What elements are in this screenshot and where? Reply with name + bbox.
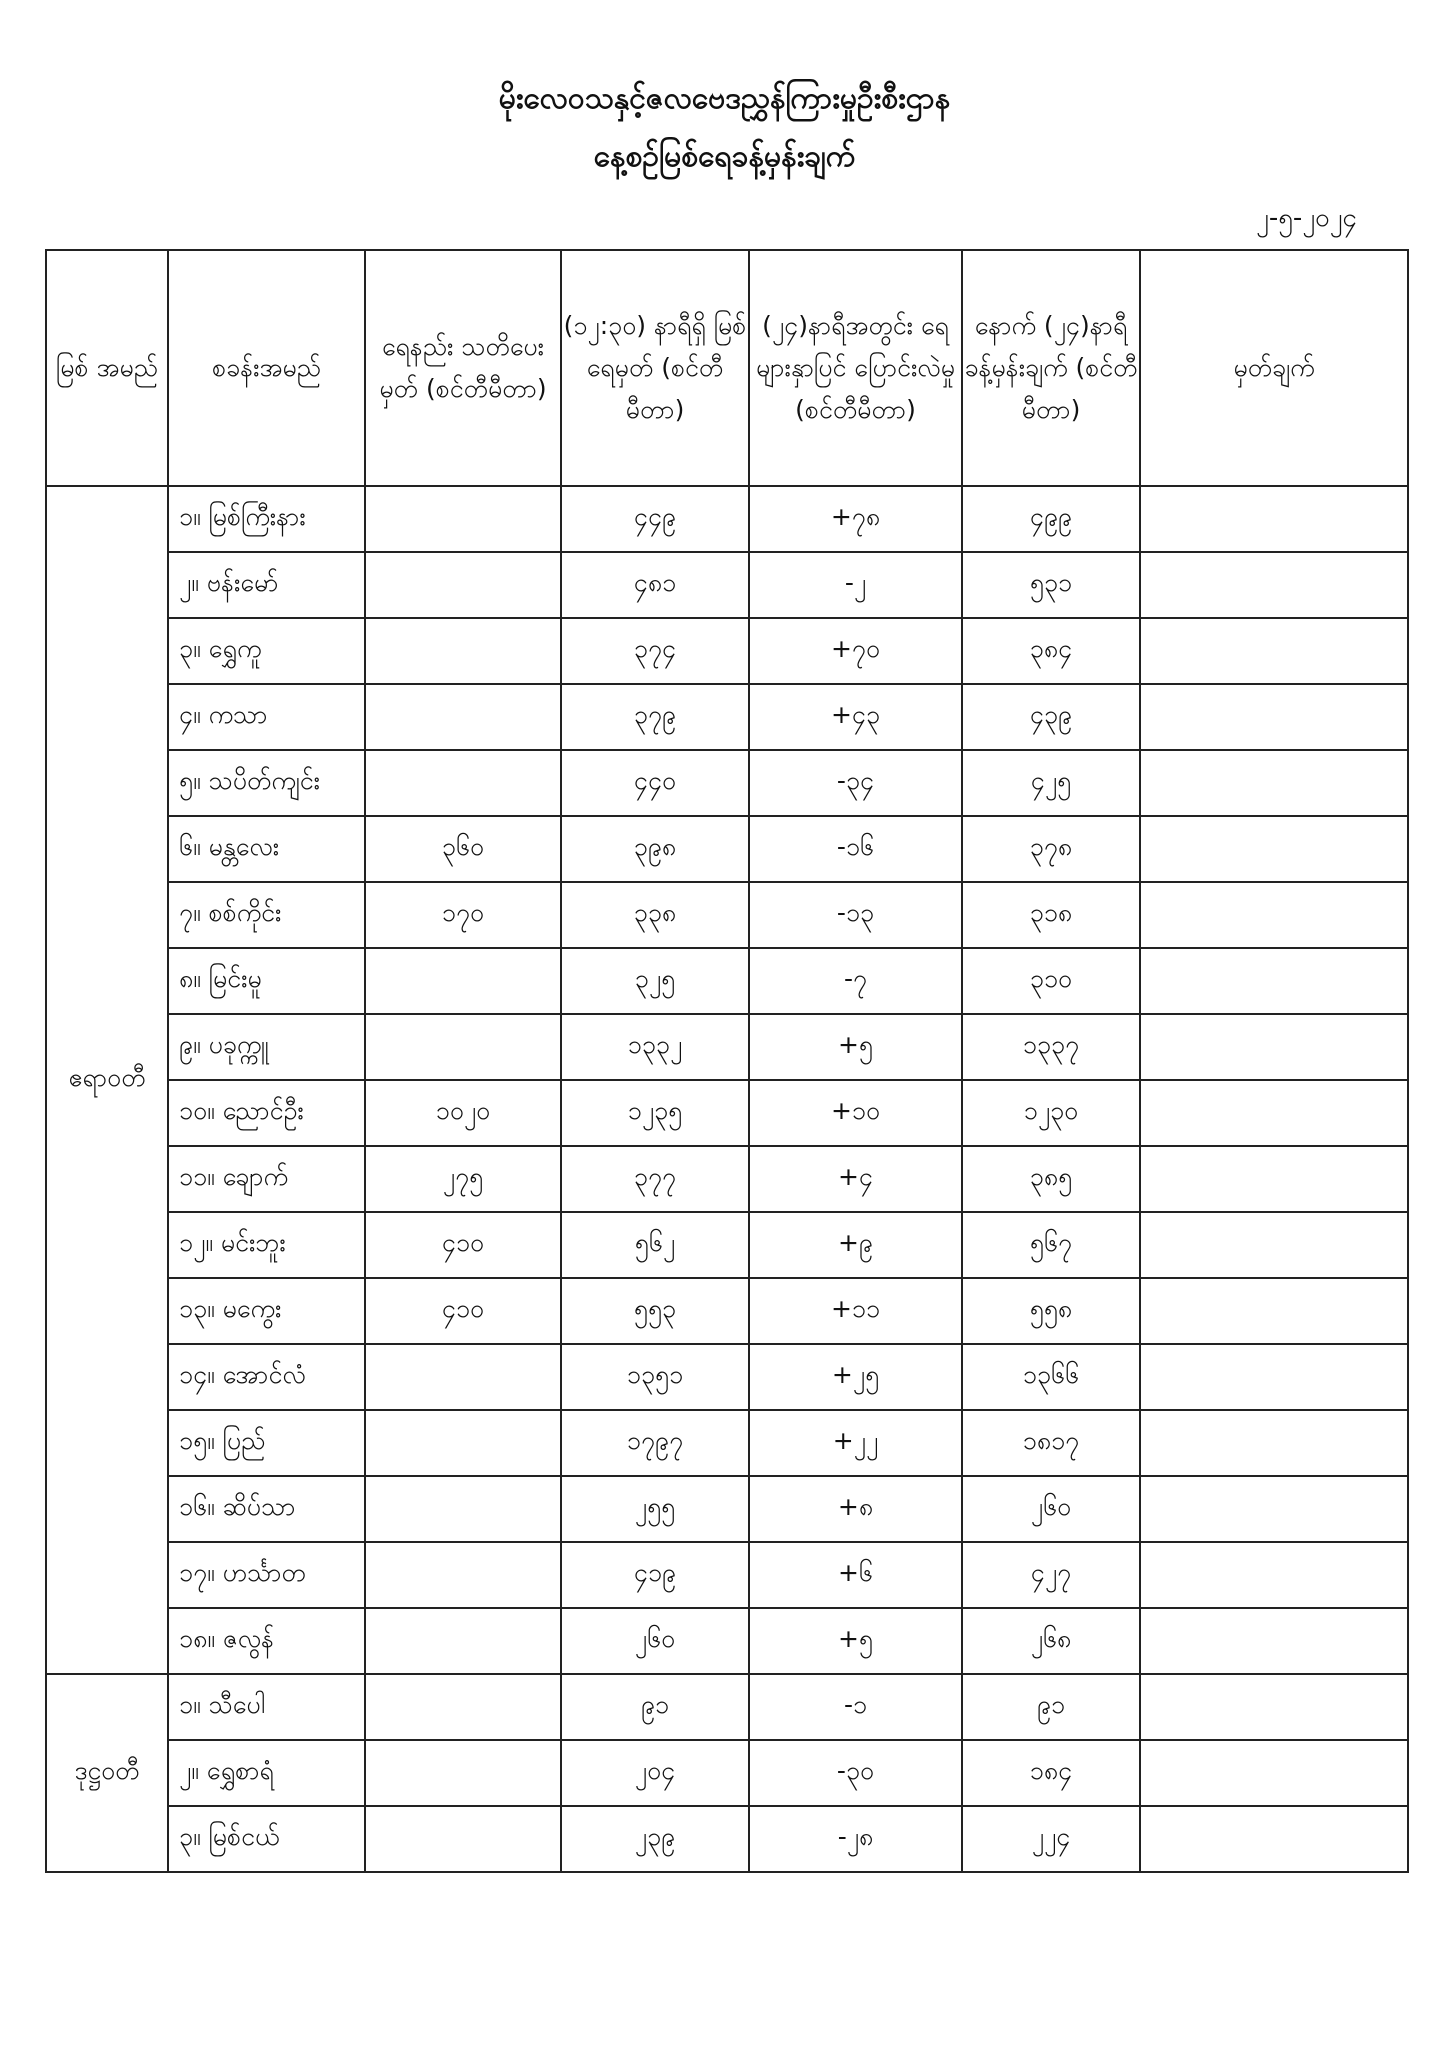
forecast-cell: ၅၃၁ <box>962 552 1140 618</box>
forecast-cell: ၁၃၆၆ <box>962 1344 1140 1410</box>
level-change-cell: +၁၁ <box>749 1278 962 1344</box>
water-level-cell: ၄၈၁ <box>561 552 749 618</box>
level-change-cell: +၇၀ <box>749 618 962 684</box>
water-level-cell: ၃၃၈ <box>561 882 749 948</box>
table-row <box>46 618 1408 684</box>
level-change-cell: +၆ <box>749 1542 962 1608</box>
table-row <box>46 1542 1408 1608</box>
level-change-cell: -၁၆ <box>749 816 962 882</box>
remark-cell <box>1140 1608 1408 1674</box>
water-level-cell: ၃၇၇ <box>561 1146 749 1212</box>
station-name-cell: ၁။ မြစ်ကြီးနား <box>168 486 365 552</box>
table-row <box>46 1806 1408 1872</box>
station-name-cell: ၇။ စစ်ကိုင်း <box>168 882 365 948</box>
level-change-cell: +၅ <box>749 1608 962 1674</box>
warning-level-cell <box>365 1410 561 1476</box>
table-row <box>46 1674 1408 1740</box>
table-row <box>46 1080 1408 1146</box>
water-level-cell: ၄၄၉ <box>561 486 749 552</box>
level-change-cell: +၄၃ <box>749 684 962 750</box>
level-change-cell: -၇ <box>749 948 962 1014</box>
remark-cell <box>1140 552 1408 618</box>
warning-level-cell <box>365 1542 561 1608</box>
remark-cell <box>1140 1476 1408 1542</box>
warning-level-cell <box>365 618 561 684</box>
level-change-cell: -၁ <box>749 1674 962 1740</box>
station-name-cell: ၁၈။ ဇလွန် <box>168 1608 365 1674</box>
col-24h-change: (၂၄)နာရီအတွင်း ရေများနှာပြင် ပြောင်းလဲမှု (စင်တီမီတာ) <box>749 250 962 486</box>
water-level-cell: ၃၉၈ <box>561 816 749 882</box>
water-level-cell: ၃၇၉ <box>561 684 749 750</box>
forecast-cell: ၃၈၅ <box>962 1146 1140 1212</box>
warning-level-cell <box>365 1674 561 1740</box>
water-level-cell: ၃၇၄ <box>561 618 749 684</box>
warning-level-cell <box>365 1806 561 1872</box>
station-name-cell: ၁၅။ ပြည် <box>168 1410 365 1476</box>
remark-cell <box>1140 1278 1408 1344</box>
station-name-cell: ၃။ ရွှေကူ <box>168 618 365 684</box>
remark-cell <box>1140 1674 1408 1740</box>
forecast-cell: ၂၂၄ <box>962 1806 1140 1872</box>
warning-level-cell <box>365 1608 561 1674</box>
station-name-cell: ၄။ ကသာ <box>168 684 365 750</box>
table-row <box>46 1410 1408 1476</box>
table-row <box>46 1476 1408 1542</box>
remark-cell <box>1140 1146 1408 1212</box>
col-warning-level: ရေနည်း သတိပေးမှတ် (စင်တီမီတာ) <box>365 250 561 486</box>
remark-cell <box>1140 1344 1408 1410</box>
water-level-cell: ၄၁၉ <box>561 1542 749 1608</box>
warning-level-cell: ၂၇၅ <box>365 1146 561 1212</box>
station-name-cell: ၁၇။ ဟင်္သာတ <box>168 1542 365 1608</box>
water-level-cell: ၂၅၅ <box>561 1476 749 1542</box>
station-name-cell: ၉။ ပခုက္ကူ <box>168 1014 365 1080</box>
forecast-cell: ၃၁၈ <box>962 882 1140 948</box>
level-change-cell: -၃၄ <box>749 750 962 816</box>
table-row <box>46 816 1408 882</box>
water-level-cell: ၁၃၅၁ <box>561 1344 749 1410</box>
table-row <box>46 750 1408 816</box>
water-level-cell: ၁၃၃၂ <box>561 1014 749 1080</box>
warning-level-cell: ၄၁၀ <box>365 1212 561 1278</box>
remark-cell <box>1140 1542 1408 1608</box>
level-change-cell: +၅ <box>749 1014 962 1080</box>
forecast-cell: ၄၂၅ <box>962 750 1140 816</box>
remark-cell <box>1140 750 1408 816</box>
forecast-cell: ၁၈၄ <box>962 1740 1140 1806</box>
department-title: မိုးလေဝသနှင့်ဇလဗေဒညွှန်ကြားမှုဦးစီးဌာန <box>498 81 951 116</box>
remark-cell <box>1140 1410 1408 1476</box>
level-change-cell: +၂၅ <box>749 1344 962 1410</box>
station-name-cell: ၁၁။ ချောက် <box>168 1146 365 1212</box>
warning-level-cell <box>365 1476 561 1542</box>
river-forecast-table <box>45 249 1409 1873</box>
warning-level-cell <box>365 552 561 618</box>
station-name-cell: ၅။ သပိတ်ကျင်း <box>168 750 365 816</box>
forecast-cell: ၉၁ <box>962 1674 1140 1740</box>
water-level-cell: ၂၆၀ <box>561 1608 749 1674</box>
remark-cell <box>1140 1740 1408 1806</box>
table-row <box>46 882 1408 948</box>
warning-level-cell <box>365 1344 561 1410</box>
table-row <box>46 1608 1408 1674</box>
forecast-cell: ၅၅၈ <box>962 1278 1140 1344</box>
level-change-cell: -၂ <box>749 552 962 618</box>
water-level-cell: ၁၇၉၇ <box>561 1410 749 1476</box>
remark-cell <box>1140 1212 1408 1278</box>
remark-cell <box>1140 618 1408 684</box>
forecast-cell: ၁၈၁၇ <box>962 1410 1140 1476</box>
forecast-cell: ၁၃၃၇ <box>962 1014 1140 1080</box>
forecast-cell: ၄၉၉ <box>962 486 1140 552</box>
col-station-name: စခန်းအမည် <box>168 250 365 486</box>
station-name-cell: ၂။ ဗန်းမော် <box>168 552 365 618</box>
remark-cell <box>1140 816 1408 882</box>
station-name-cell: ၁၀။ ညောင်ဦး <box>168 1080 365 1146</box>
water-level-cell: ၄၄၀ <box>561 750 749 816</box>
table-row <box>46 1146 1408 1212</box>
level-change-cell: +၁၀ <box>749 1080 962 1146</box>
level-change-cell: +၂၂ <box>749 1410 962 1476</box>
table-row <box>46 1278 1408 1344</box>
level-change-cell: +၉ <box>749 1212 962 1278</box>
level-change-cell: -၁၃ <box>749 882 962 948</box>
water-level-cell: ၅၆၂ <box>561 1212 749 1278</box>
forecast-cell: ၄၂၇ <box>962 1542 1140 1608</box>
station-name-cell: ၁၄။ အောင်လံ <box>168 1344 365 1410</box>
report-date: ၂-၅-၂၀၂၄ <box>1256 203 1357 233</box>
remark-cell <box>1140 882 1408 948</box>
station-name-cell: ၆။ မန္တလေး <box>168 816 365 882</box>
station-name-cell: ၁၂။ မင်းဘူး <box>168 1212 365 1278</box>
table-header-row <box>46 250 1408 486</box>
level-change-cell: +၇၈ <box>749 486 962 552</box>
forecast-cell: ၅၆၇ <box>962 1212 1140 1278</box>
warning-level-cell <box>365 1740 561 1806</box>
station-name-cell: ၁။ သီပေါ <box>168 1674 365 1740</box>
table-row <box>46 486 1408 552</box>
remark-cell <box>1140 684 1408 750</box>
station-name-cell: ၁၃။ မကွေး <box>168 1278 365 1344</box>
remark-cell <box>1140 1080 1408 1146</box>
warning-level-cell <box>365 1014 561 1080</box>
station-name-cell: ၁၆။ ဆိပ်သာ <box>168 1476 365 1542</box>
forecast-cell: ၃၁၀ <box>962 948 1140 1014</box>
warning-level-cell: ၄၁၀ <box>365 1278 561 1344</box>
water-level-cell: ၅၅၃ <box>561 1278 749 1344</box>
water-level-cell: ၂၃၉ <box>561 1806 749 1872</box>
warning-level-cell: ၃၆၀ <box>365 816 561 882</box>
col-current-level: (၁၂:၃၀) နာရီရှိ မြစ်ရေမှတ် (စင်တီမီတာ) <box>561 250 749 486</box>
forecast-cell: ၃၇၈ <box>962 816 1140 882</box>
remark-cell <box>1140 1806 1408 1872</box>
forecast-cell: ၂၆၈ <box>962 1608 1140 1674</box>
report-title: နေ့စဉ်မြစ်ရေခန့်မှန်းချက် <box>593 139 856 174</box>
table-row <box>46 1740 1408 1806</box>
col-24h-forecast: နောက် (၂၄)နာရီ ခန့်မှန်းချက် (စင်တီမီတာ) <box>962 250 1140 486</box>
forecast-cell: ၁၂၃၀ <box>962 1080 1140 1146</box>
col-remarks: မှတ်ချက် <box>1140 250 1408 486</box>
remark-cell <box>1140 1014 1408 1080</box>
forecast-cell: ၂၆၀ <box>962 1476 1140 1542</box>
remark-cell <box>1140 948 1408 1014</box>
level-change-cell: -၃၀ <box>749 1740 962 1806</box>
warning-level-cell <box>365 948 561 1014</box>
warning-level-cell <box>365 486 561 552</box>
remark-cell <box>1140 486 1408 552</box>
warning-level-cell <box>365 684 561 750</box>
table-row <box>46 684 1408 750</box>
warning-level-cell: ၁၇၀ <box>365 882 561 948</box>
level-change-cell: -၂၈ <box>749 1806 962 1872</box>
station-name-cell: ၃။ မြစ်ငယ် <box>168 1806 365 1872</box>
river-name-cell: ဧရာဝတီ <box>46 486 168 1674</box>
table-row <box>46 1212 1408 1278</box>
warning-level-cell <box>365 750 561 816</box>
table-row <box>46 1344 1408 1410</box>
water-level-cell: ၁၂၃၅ <box>561 1080 749 1146</box>
forecast-cell: ၄၃၉ <box>962 684 1140 750</box>
forecast-cell: ၃၈၄ <box>962 618 1140 684</box>
station-name-cell: ၈။ မြင်းမူ <box>168 948 365 1014</box>
level-change-cell: +၈ <box>749 1476 962 1542</box>
table-row <box>46 948 1408 1014</box>
col-river-name: မြစ် အမည် <box>46 250 168 486</box>
water-level-cell: ၃၂၅ <box>561 948 749 1014</box>
table-row <box>46 1014 1408 1080</box>
water-level-cell: ၉၁ <box>561 1674 749 1740</box>
table-row <box>46 552 1408 618</box>
level-change-cell: +၄ <box>749 1146 962 1212</box>
water-level-cell: ၂၀၄ <box>561 1740 749 1806</box>
warning-level-cell: ၁၀၂၀ <box>365 1080 561 1146</box>
river-name-cell: ဒုဋ္ဌဝတီ <box>46 1674 168 1872</box>
station-name-cell: ၂။ ရွှေစာရံ <box>168 1740 365 1806</box>
